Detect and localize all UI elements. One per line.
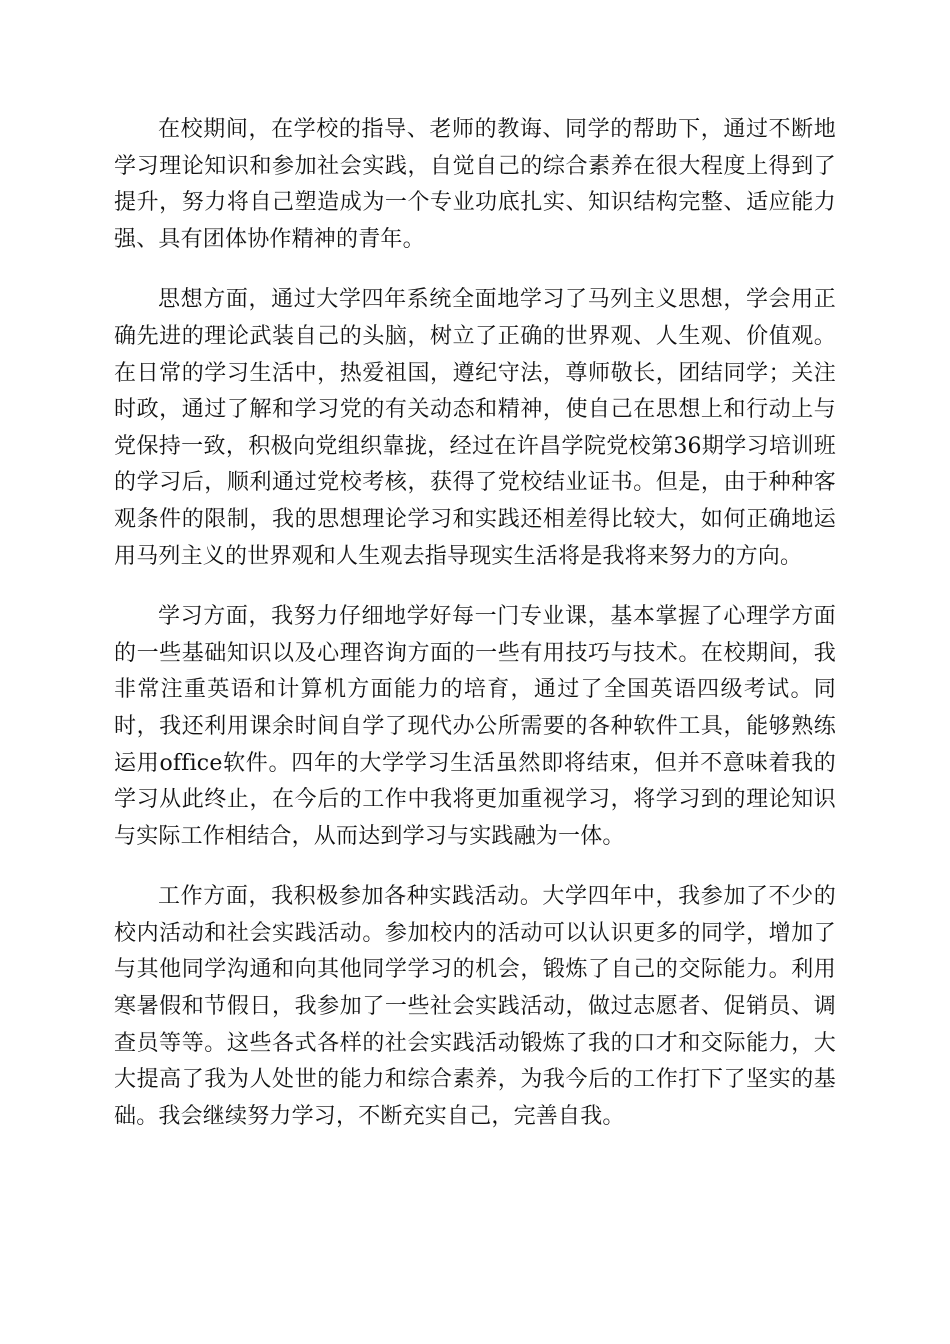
paragraph-work: 工作方面，我积极参加各种实践活动。大学四年中，我参加了不少的校内活动和社会实践活动。参加校内的活动可以认识更多的同学，增加了与其他同学沟通和向其他同学学习的机会，锻炼了自己的交际能力。利用寒暑假和节假日，我参加了一些社会实践活动，做过志愿者、促销员、调查员等等。这些各式各样的社会实践活动锻炼了我的口才和交际能力，大大提高了我为人处世的能力和综合素养，为我今后的工作打下了坚实的基础。我会继续努力学习，不断充实自己，完善自我。	[114, 884, 836, 1129]
paragraph-ideology: 思想方面，通过大学四年系统全面地学习了马列主义思想，学会用正确先进的理论武装自己的头脑，树立了正确的世界观、人生观、价值观。在日常的学习生活中，热爱祖国，遵纪守法，尊师敬长，团结同学；关注时政，通过了解和学习党的有关动态和精神，使自己在思想上和行动上与党保持一致，积极向党组织靠拢，经过在许昌学院党校第36期学习培训班的学习后，顺利通过党校考核，获得了党校结业证书。但是，由于种种客观条件的限制，我的思想理论学习和实践还相差得比较大，如何正确地运用马列主义的世界观和人生观去指导现实生活将是我将来努力的方向。	[114, 287, 836, 569]
paragraph-study: 学习方面，我努力仔细地学好每一门专业课，基本掌握了心理学方面的一些基础知识以及心理咨询方面的一些有用技巧与技术。在校期间，我非常注重英语和计算机方面能力的培育，通过了全国英语四级考试。同时，我还利用课余时间自学了现代办公所需要的各种软件工具，能够熟练运用office软件。四年的大学学习生活虽然即将结束，但并不意味着我的学习从此终止，在今后的工作中我将更加重视学习，将学习到的理论知识与实际工作相结合，从而达到学习与实践融为一体。	[114, 604, 836, 849]
document-body	[114, 112, 836, 1159]
paragraph-intro: 在校期间，在学校的指导、老师的教诲、同学的帮助下，通过不断地学习理论知识和参加社会实践，自觉自己的综合素养在很大程度上得到了提升，努力将自己塑造成为一个专业功底扎实、知识结构完整、适应能力强、具有团体协作精神的青年。	[114, 117, 836, 252]
